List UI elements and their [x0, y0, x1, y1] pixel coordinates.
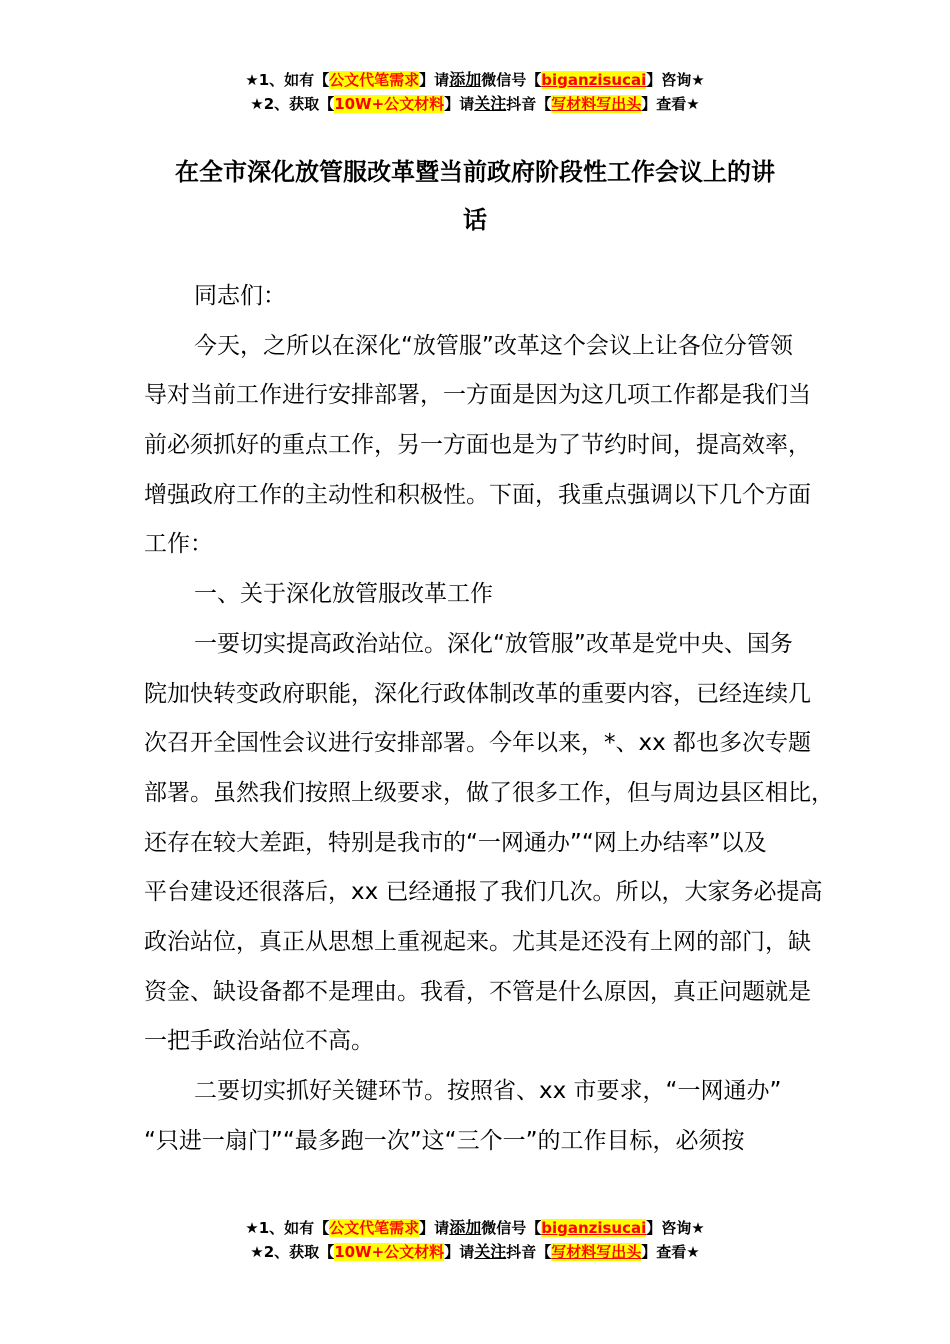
highlighted-text: 公文代笔需求: [329, 1219, 420, 1237]
banner-text: 】咨询★: [646, 71, 705, 89]
body-text-line: “只进一扇门”“最多跑一次”这“三个一”的工作目标，必须按: [144, 1127, 745, 1154]
document-body: [144, 272, 834, 1166]
banner-text: 微信号【: [481, 1219, 542, 1237]
underlined-text: 添加: [449, 1218, 482, 1237]
banner-text: ★2、获取【: [250, 95, 335, 113]
banner-line-1: [0, 68, 950, 92]
banner-text: 】请: [444, 95, 475, 113]
underlined-text: 添加: [449, 70, 482, 89]
banner-text: 】查看★: [641, 1243, 700, 1261]
banner-text: 】请: [419, 1219, 450, 1237]
body-text-line: 资金、缺设备都不是理由。我看，不管是什么原因，真正问题就是: [144, 978, 811, 1005]
underlined-text: 关注: [474, 94, 507, 113]
wechat-id-link[interactable]: biganzisucai: [541, 1219, 647, 1237]
highlighted-text: 公文代笔需求: [329, 71, 420, 89]
body-text-line: 院加快转变政府职能，深化行政体制改革的重要内容，已经连续几: [144, 680, 811, 707]
banner-text: 】请: [419, 71, 450, 89]
banner-line-1: [0, 1216, 950, 1240]
body-text-line: 今天，之所以在深化“放管服”改革这个会议上让各位分管领: [194, 332, 793, 359]
body-text-line: 前必须抓好的重点工作，另一方面也是为了节约时间，提高效率，: [144, 432, 811, 459]
douyin-account-link[interactable]: 写材料写出头: [551, 1243, 642, 1261]
body-text-line: 同志们：: [194, 283, 286, 309]
document-title: [144, 148, 806, 244]
footer-banner: [0, 1216, 950, 1264]
body-text-line: 次召开全国性会议进行安排部署。今年以来，*、xx 都也多次专题: [144, 730, 812, 757]
header-banner: [0, 68, 950, 116]
title-line: 在全市深化放管服改革暨当前政府阶段性工作会议上的讲: [175, 158, 775, 186]
banner-text: ★2、获取【: [250, 1243, 335, 1261]
body-text-line: 增强政府工作的主动性和积极性。下面，我重点强调以下几个方面: [144, 481, 811, 508]
banner-text: 】咨询★: [646, 1219, 705, 1237]
title-line: 话: [463, 206, 487, 234]
body-text-line: 工作：: [144, 531, 213, 558]
banner-text: ★1、如有【: [245, 71, 330, 89]
body-text-line: 导对当前工作进行安排部署，一方面是因为这几项工作都是我们当: [144, 382, 811, 409]
banner-line-2: [0, 1240, 950, 1264]
body-text-line: 还存在较大差距，特别是我市的“一网通办”“网上办结率”以及: [144, 829, 767, 856]
wechat-id-link[interactable]: biganzisucai: [541, 71, 647, 89]
highlighted-text: 10W+公文材料: [334, 1243, 445, 1261]
douyin-account-link[interactable]: 写材料写出头: [551, 95, 642, 113]
body-text-line: 二要切实抓好关键环节。按照省、xx 市要求，“一网通办”: [194, 1078, 782, 1104]
banner-text: ★1、如有【: [245, 1219, 330, 1237]
underlined-text: 关注: [474, 1242, 507, 1261]
banner-text: 微信号【: [481, 71, 542, 89]
body-text-line: 一把手政治站位不高。: [144, 1028, 374, 1055]
body-text-line: 平台建设还很落后，xx 已经通报了我们几次。所以，大家务必提高: [144, 879, 823, 906]
banner-text: 】查看★: [641, 95, 700, 113]
body-text-line: 一要切实提高政治站位。深化“放管服”改革是党中央、国务: [194, 630, 793, 657]
banner-line-2: [0, 92, 950, 116]
body-text-line: 政治站位，真正从思想上重视起来。尤其是还没有上网的部门，缺: [144, 928, 811, 955]
banner-text: 抖音【: [506, 95, 552, 113]
body-text-line: 一、关于深化放管服改革工作: [194, 581, 493, 608]
banner-text: 抖音【: [506, 1243, 552, 1261]
body-text-line: 部署。虽然我们按照上级要求，做了很多工作，但与周边县区相比，: [144, 779, 834, 806]
banner-text: 】请: [444, 1243, 475, 1261]
highlighted-text: 10W+公文材料: [334, 95, 445, 113]
